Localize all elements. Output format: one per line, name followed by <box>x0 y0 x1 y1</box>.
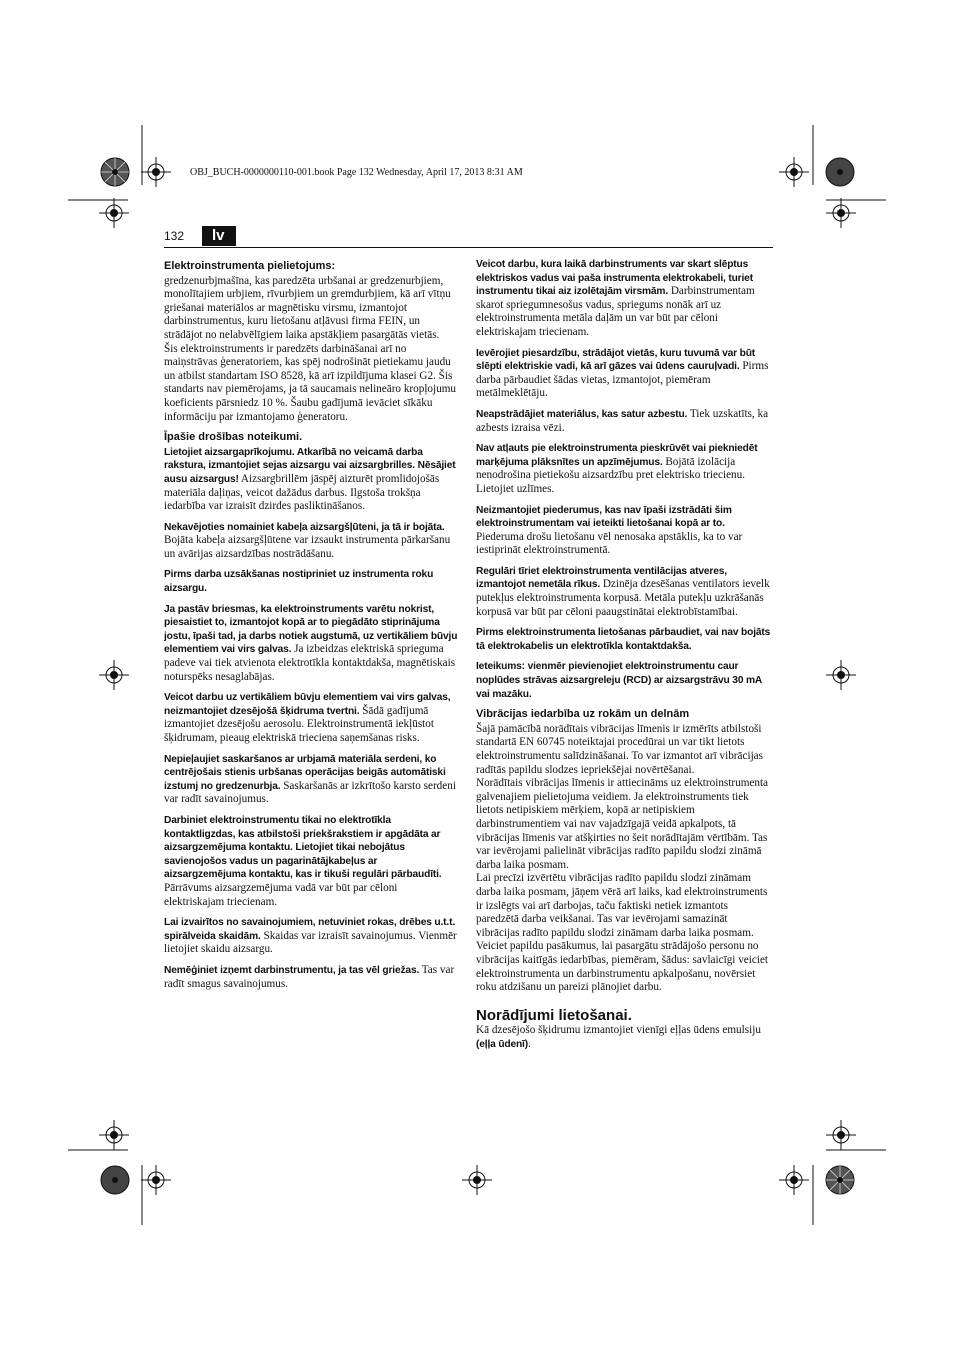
paragraph: Norādītais vibrācijas līmenis ir attiecināms uz elektroinstrumenta galvenajiem pielietojuma veidiem. Ja elektroinstruments tiek lietots netipiskiem mērķiem, kopā ar netipiskiem darbinstrumentiem vai nav vajadzīgajā veidā apkalpots, tā vibrācijas līmenis var atšķirties no šeit norādītajām vērtībām. Tas var ievērojami palielināt vibrācijas radīto papildu slodzi zināmā darba laika posmam. <box>476 777 769 871</box>
safety-note: Lai izvairītos no savainojumiem, netuviniet rokas, drēbes u.t.t. spirālveida skaidām. Skaidas var izraisīt savainojumus. Vienmēr lietojiet skaidu aizsargu. <box>164 917 457 956</box>
chapter-heading: Norādījumi lietošanai. <box>476 1006 632 1024</box>
safety-note: Pirms elektroinstrumenta lietošanas pārbaudiet, vai nav bojāts tā elektrokabelis un elektrotīkla kontaktdakša. <box>476 627 771 652</box>
page-number: 132 <box>164 229 185 243</box>
safety-note: Pirms darba uzsākšanas nostipriniet uz instrumenta roku aizsargu. <box>164 569 434 595</box>
paragraph: Veiciet papildu pasākumus, lai pasargātu strādājošo personu no vibrācijas kaitīgās iedarbības, piemēram, šādus: savlaicīgi veiciet elektroinstrumenta un darbinstrumentu apkalpošanu, novērsiet roku atdzišanu un pareizi plānojiet darbu. <box>476 940 769 994</box>
section-heading: Vibrācijas iedarbība uz rokām un delnām <box>476 708 690 721</box>
crosshair-icon <box>779 1165 809 1195</box>
crosshair-icon <box>141 1165 171 1195</box>
safety-note: Lietojiet aizsargaprīkojumu. Atkarībā no veicamā darba rakstura, izmantojiet sejas aizsargu vai aizsargbrilles. Nēsājiet ausu aizsargus! Aizsargbrillēm jāspēj aizturēt promlidojošās materiāla daļiņas, veicot dažādus darbus. Ilgstoša trokšņa iedarbība var izraisīt dzirdes pasliktināšanos. <box>164 446 456 513</box>
safety-note: Neizmantojiet piederumus, kas nav īpaši izstrādāti šim elektroinstrumentam vai ieteikti lietošanai kopā ar to. Piederuma drošu lietošanu vēl nenosaka apstāklis, ka to var iestiprināt elektroinstrumentā. <box>476 504 743 557</box>
crosshair-icon <box>826 660 856 690</box>
crosshair-icon <box>779 157 809 187</box>
safety-note: Neapstrādājiet materiālus, kas satur azbestu. Tiek uzskatīts, ka azbests izraisa vēzi. <box>476 407 769 434</box>
crosshair-icon <box>462 1165 492 1195</box>
color-wheel-icon <box>100 1165 130 1195</box>
crosshair-icon <box>99 1120 129 1150</box>
file-info-line: OBJ_BUCH-0000000110-001.book Page 132 Wednesday, April 17, 2013 8:31 AM <box>190 167 523 178</box>
crosshair-icon <box>826 1120 856 1150</box>
color-wheel-icon <box>825 1165 855 1195</box>
crosshair-icon <box>826 198 856 228</box>
safety-note: Ja pastāv briesmas, ka elektroinstruments varētu nokrist, piesaistiet to, izmantojot kopā ar to piegādāto stiprinājuma jostu, īpaši tad, ja darbs notiek augstumā, uz vertikāliem būvju elementiem vai virs galvas. Ja izbeidzas elektriskā sprieguma padeve vai tiek atvienota elektrotīkla kontaktdakša, magnētiskais noturspēks nesaglabājas. <box>164 603 458 683</box>
paragraph: Šajā pamācībā norādītais vibrācijas līmenis ir izmērīts atbilstoši standartā EN 60745 noteiktajai procedūrai un var tikt lietots elektroinstrumentu salīdzināšanai. To var izmantot arī vibrācijas radītās papildu slodzes iepriekšējai novērtēšanai. <box>476 722 763 776</box>
safety-note: Veicot darbu uz vertikāliem būvju elementiem vai virs galvas, neizmantojiet dzesējošā šķidruma tvertni. Šādā gadījumā izmantojiet dzesējošu aerosolu. Elektroinstrumentā iekļūstot šķidrumam, pieaug elektriskā trieciena saņemšanas risks. <box>164 692 451 744</box>
left-column <box>164 258 459 998</box>
safety-note: Regulāri tīriet elektroinstrumenta ventilācijas atveres, izmantojot nemetāla rīkus. Dzinēja dzesēšanas ventilators ievelk putekļus elektroinstrumenta korpusā. Metāla putekļu uzkrāšanās korpusā var būt par cēloni paaugstinātai elektrobīstamībai. <box>476 565 770 618</box>
safety-note: Ievērojiet piesardzību, strādājot vietās, kuru tuvumā var būt slēpti elektriskie vadi, kā arī gāzes vai ūdens cauruļvadi. Pirms darba pārbaudiet šādas vietas, izmantojot, piemēram metālmeklētāju. <box>476 347 769 400</box>
color-wheel-icon <box>825 157 855 187</box>
language-badge: lv <box>202 226 236 246</box>
color-wheel-icon <box>100 157 130 187</box>
paragraph: Kā dzesējošo šķidrumu izmantojiet vienīgi eļļas ūdens emulsiju (eļļa ūdenī). <box>476 1024 761 1050</box>
paragraph: gredzenurbjmašīna, kas paredzēta urbšanai ar gredzenurbjiem, monolītajiem urbjiem, rīvurbjiem un gremdurbjiem, kā arī vītņu griešanai materiālos ar magnētisku virsmu, izmantojot darbinstrumentus, kuru lietošanu atļāvusi firma FEIN, un strādājot no nelabvēlīgiem laika apstākļiem pasargātās vietās. <box>164 274 451 341</box>
safety-note: Darbiniet elektroinstrumentu tikai no elektrotīkla kontaktligzdas, kas atbilstoši priekšrakstiem ir apgādāta ar aizsargzemējuma kontaktu. Lietojiet tikai nebojātus savienojošos vadus un pagarinātājkabeļus ar aizsargzemējuma kontaktu, kas ir tikuši regulāri pārbaudīti. Pārrāvums aizsargzemējuma vadā var būt par cēloni elektriskajam triecienam. <box>164 814 442 908</box>
crosshair-icon <box>99 660 129 690</box>
section-heading: Īpašie drošības noteikumi. <box>164 431 303 444</box>
crosshair-icon <box>99 198 129 228</box>
section-heading: Elektroinstrumenta pielietojums: <box>164 260 336 272</box>
right-column <box>476 258 771 1058</box>
safety-note: Nepieļaujiet saskaršanos ar urbjamā materiāla serdeni, ko centrējošais stienis urbšanas operācijas beigās automātiski izstumj no gredzenurbja. Saskaršanās ar izkrītošo karsto serdeni var radīt savainojumus. <box>164 753 456 806</box>
crosshair-icon <box>141 157 171 187</box>
paragraph: Šis elektroinstruments ir paredzēts darbināšanai arī no maiņstrāvas ģeneratoriem, kas spēj nodrošināt pietiekamu jaudu un atbilst standartam ISO 8528, kā arī izpildījuma klasei G2. Šis standarts nav piemērojams, ja tā saucamais nelineāro kropļojumu koeficients pārsniedz 10 %. Šaubu gadījumā ievāciet sīkāku informāciju par izmantojamo ģeneratoru. <box>164 342 457 423</box>
safety-note: Nav atļauts pie elektroinstrumenta pieskrūvēt vai piekniedēt marķējuma plāksnītes un apzīmējumus. Bojātā izolācija nenodrošina pietiekošu aizsardzību pret elektrisko triecienu. Lietojiet uzlīmes. <box>476 443 758 495</box>
safety-note: Nekavējoties nomainiet kabeļa aizsargšļūteni, ja tā ir bojāta. Bojāta kabeļa aizsargšļūtene var izsaukt instrumenta pārkaršanu un avārijas aizsardzības nostrādāšanu. <box>164 521 451 560</box>
safety-note: Veicot darbu, kura laikā darbinstruments var skart slēptus elektriskos vadus vai paša instrumenta elektrokabeli, turiet instrumentu tikai aiz izolētajām virsmām. Darbinstrumentam skarot spriegumnesošus vadus, spriegums nonāk arī uz elektroinstrumenta metāla daļām un var būt par cēloni elektriskajam triecienam. <box>476 259 755 338</box>
safety-note: Ieteikums: vienmēr pievienojiet elektroinstrumentu caur noplūdes strāvas aizsargreleju (RCD) ar aizsargstrāvu 30 mA vai mazāku. <box>476 661 762 700</box>
header-rule <box>164 247 773 248</box>
paragraph: Lai precīzi izvērtētu vibrācijas radīto papildu slodzi zināmam darba laika posmam, jāņem vērā arī laiks, kad elektroinstruments ir izslēgts vai arī darbojas, taču faktiski netiek izmantots paredzētā darba veikšanai. Tas var ievērojami samazināt vibrācijas radīto papildu slodzi zināmam darba laika posmam. <box>476 872 768 939</box>
safety-note: Nemēģiniet izņemt darbinstrumentu, ja tas vēl griežas. Tas var radīt smagus savainojumus. <box>164 963 455 990</box>
